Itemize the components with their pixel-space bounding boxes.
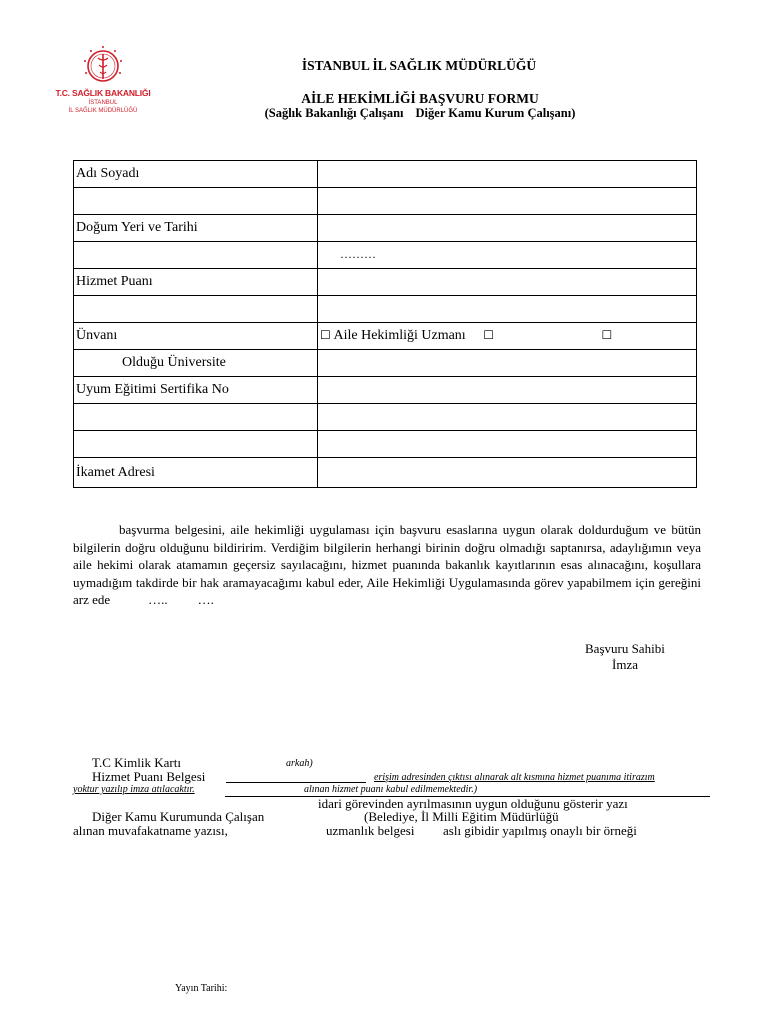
checkbox-option-2[interactable]: ☐ <box>483 328 494 342</box>
label-empty-5 <box>74 431 318 458</box>
table-row <box>74 377 697 404</box>
label-empty-3 <box>74 296 318 323</box>
declaration-dots-1: ….. <box>148 592 168 607</box>
form-title: AİLE HEKİMLİĞİ BAŞVURU FORMU <box>301 91 539 106</box>
dots-text: ……… <box>340 247 376 261</box>
field-empty-3[interactable] <box>318 296 697 323</box>
table-row <box>74 269 697 296</box>
application-form-table <box>73 160 697 488</box>
field-birth[interactable] <box>318 215 697 242</box>
table-row <box>74 296 697 323</box>
field-service-score[interactable] <box>318 269 697 296</box>
declaration-paragraph <box>73 521 701 609</box>
consent-letter-item: alınan muvafakatname yazısı, <box>73 823 228 838</box>
service-score-note-2: yoktur yazılıp imza atılacaktır. <box>73 784 195 795</box>
field-name[interactable] <box>318 161 697 188</box>
label-birth: Doğum Yeri ve Tarihi <box>74 215 318 242</box>
service-score-note: erişim adresinden çıktısı alınarak alt kısmına hizmet puanıma itirazım <box>374 772 655 783</box>
label-empty-2 <box>74 242 318 269</box>
logo-line-3: İL SAĞLIK MÜDÜRLÜĞÜ <box>68 108 138 114</box>
logo-line-1: T.C. SAĞLIK BAKANLIĞI <box>55 88 151 98</box>
id-card-note: arkah) <box>286 758 313 769</box>
other-public-employee: Diğer Kamu Kurumunda Çalışan <box>92 809 265 824</box>
field-address[interactable] <box>318 458 697 488</box>
form-subtitle <box>0 106 768 121</box>
label-address: İkamet Adresi <box>74 458 318 488</box>
field-empty-1[interactable] <box>318 188 697 215</box>
subtitle-part-b: Diğer Kamu Kurum Çalışanı) <box>415 106 576 120</box>
institution-examples: (Belediye, İl Milli Eğitim Müdürlüğü <box>364 809 559 824</box>
table-row <box>74 215 697 242</box>
table-row <box>74 323 697 350</box>
label-title: Ünvanı <box>74 323 318 350</box>
table-row <box>74 458 697 488</box>
label-empty-4 <box>74 404 318 431</box>
logo-line-2: İSTANBUL <box>88 100 118 106</box>
field-title-options <box>318 323 697 350</box>
declaration-dots-2: …. <box>197 592 214 607</box>
service-score-note-3: alınan hizmet puanı kabul edilmemektedir.) <box>304 784 478 795</box>
org-title: İSTANBUL İL SAĞLIK MÜDÜRLÜĞÜ <box>301 58 537 73</box>
publication-date-label: Yayın Tarihi: <box>175 983 228 994</box>
label-name: Adı Soyadı <box>74 161 318 188</box>
field-empty-4[interactable] <box>318 404 697 431</box>
specialty-certificate-item: uzmanlık belgesi <box>326 823 415 838</box>
subtitle-part-a: (Sağlık Bakanlığı Çalışanı <box>264 106 404 120</box>
option-family-medicine-label: Aile Hekimliği Uzmanı <box>333 328 466 343</box>
applicant-label: Başvuru Sahibi <box>585 641 665 656</box>
field-empty-5[interactable] <box>318 431 697 458</box>
table-row <box>74 350 697 377</box>
declaration-text: başvurma belgesini, aile hekimliği uygulaması için başvuru esaslarına uygun olarak doldurduğum ve bütün bilgilerin doğru olduğunu bildiririm. Verdiğim bilgilerin herhangi birinin doğru olmadığı saptanırsa, adaylığımın veya aile hekimi olarak atamamın geçersiz sayılacağını, hizmet puanında bakanlık kayıtlarının esas alınacağını, koşullara uymadığım takdirde bir hak aramayacağımı kabul eder, Aile Hekimliği Uygulamasında görev yapabilmem için gereğini arz ede <box>73 522 701 607</box>
checkbox-family-medicine[interactable]: ☐ <box>320 328 331 342</box>
admin-release-item: idari görevinden ayrılmasının uygun olduğunu gösterir yazı <box>318 796 628 811</box>
field-university[interactable] <box>318 350 697 377</box>
table-row <box>74 431 697 458</box>
label-certificate: Uyum Eğitimi Sertifika No <box>74 377 318 404</box>
table-row <box>74 404 697 431</box>
table-row <box>74 161 697 188</box>
checkbox-option-3[interactable]: ☐ <box>601 328 613 342</box>
label-empty-1 <box>74 188 318 215</box>
field-dots[interactable] <box>318 242 697 269</box>
label-university: Olduğu Üniversite <box>74 350 318 377</box>
table-row <box>74 188 697 215</box>
certified-copy-item: aslı gibidir yapılmış onaylı bir örneği <box>443 823 637 838</box>
field-certificate[interactable] <box>318 377 697 404</box>
service-score-item: Hizmet Puanı Belgesi <box>92 769 206 784</box>
label-service-score: Hizmet Puanı <box>74 269 318 296</box>
signature-label: İmza <box>612 657 638 672</box>
id-card-item: T.C Kimlik Kartı <box>92 755 181 770</box>
blank-underline <box>226 782 366 783</box>
table-row <box>74 242 697 269</box>
